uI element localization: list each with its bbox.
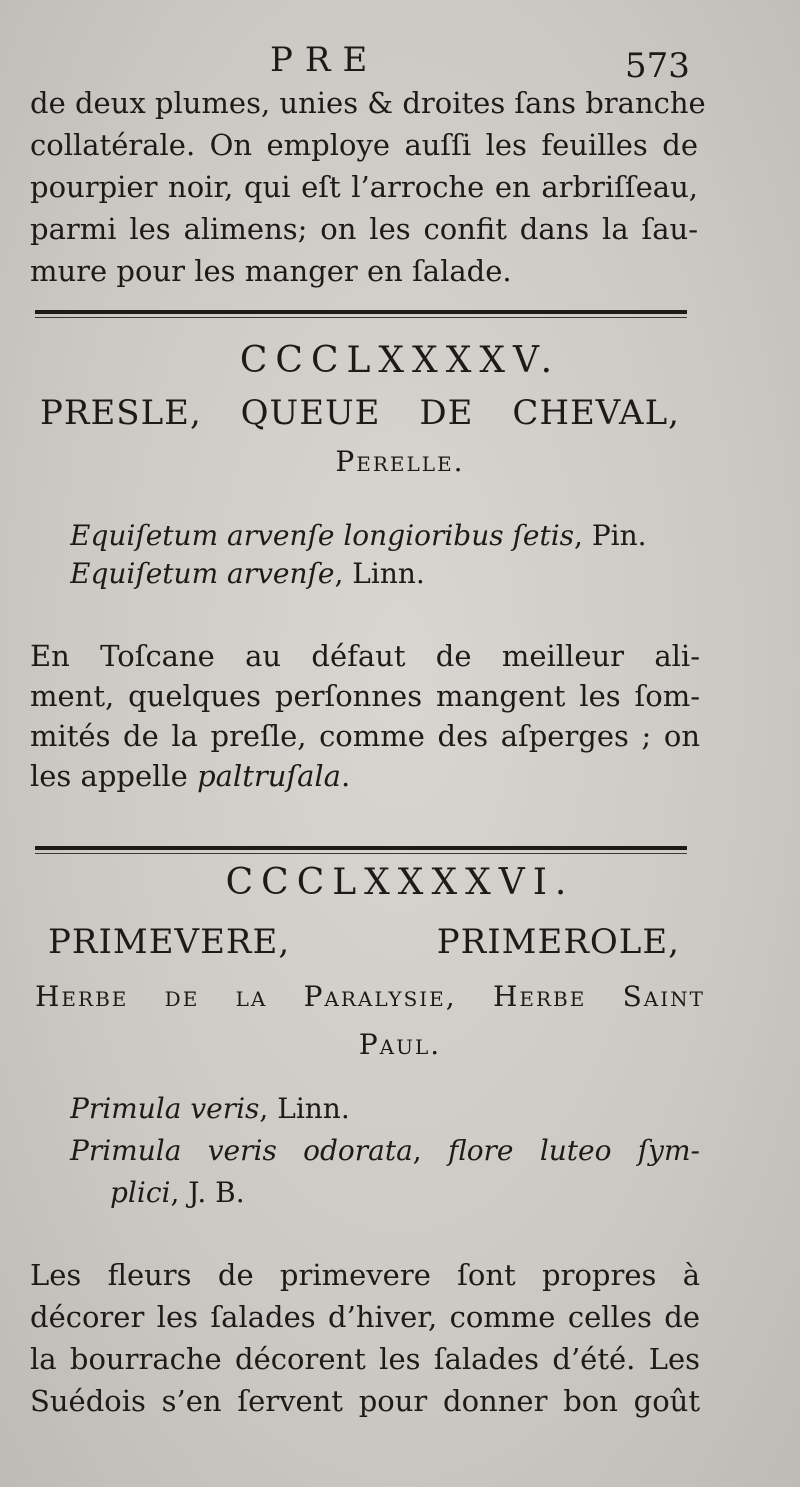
text-line: parmi les alimens; on les confit dans la ſau-: [30, 212, 698, 246]
entry-title: PRESLE, QUEUE DE CHEVAL,: [40, 393, 680, 433]
latin-name: Equiſetum arvenſe, Linn.: [70, 557, 425, 590]
latin-name: Primula veris, Linn.: [70, 1092, 350, 1125]
latin-names: [70, 1088, 700, 1214]
text-line: ment, quelques perſonnes mangent les ſom-: [30, 679, 700, 713]
text-line: Les fleurs de primevere ſont propres à: [30, 1258, 700, 1292]
text-line: pourpier noir, qui eſt l’arroche en arbriſſeau,: [30, 170, 698, 204]
text-line: Suédois s’en ſervent pour donner bon goût: [30, 1384, 700, 1418]
text-line: les appelle paltruſala.: [30, 759, 351, 793]
latin-name: Primula veris odorata, flore luteo ſym-: [70, 1134, 700, 1167]
entry-subtitle: Perelle.: [335, 445, 465, 478]
text-line: mités de la preſle, comme des aſperges ; on: [30, 719, 700, 753]
running-head-title: PRE: [270, 40, 380, 80]
latin-names: [70, 517, 700, 593]
continuation-paragraph: [30, 82, 706, 292]
entry-paragraph: [30, 1254, 700, 1422]
text-line: En Toſcane au défaut de meilleur ali-: [30, 639, 700, 673]
text-line: mure pour les manger en ſalade.: [30, 254, 512, 288]
latin-name: plici, J. B.: [110, 1176, 245, 1209]
text-line: décorer les ſalades d’hiver, comme celles de: [30, 1300, 700, 1334]
section-rule: [35, 846, 687, 850]
text-line: collatérale. On employe auſſi les feuilles de: [30, 128, 698, 162]
entry-subtitle: Herbe de la Paralysie, Herbe Saint: [35, 980, 705, 1013]
entry-subtitle-continued: Paul.: [358, 1028, 442, 1061]
entry-numeral: CCCLXXXXVI.: [225, 862, 575, 903]
text-line: de deux plumes, unies & droites ſans branche: [30, 86, 706, 120]
latin-name: Equiſetum arvenſe longioribus ſetis, Pin.: [70, 519, 647, 552]
entry-paragraph: [30, 636, 700, 796]
text-line: la bourrache décorent les ſalades d’été. Les: [30, 1342, 700, 1376]
page-number: 573: [625, 46, 690, 86]
entry-title: PRIMEVERE, PRIMEROLE,: [48, 922, 680, 962]
section-rule: [35, 310, 687, 314]
entry-numeral: CCCLXXXXV.: [239, 340, 561, 381]
